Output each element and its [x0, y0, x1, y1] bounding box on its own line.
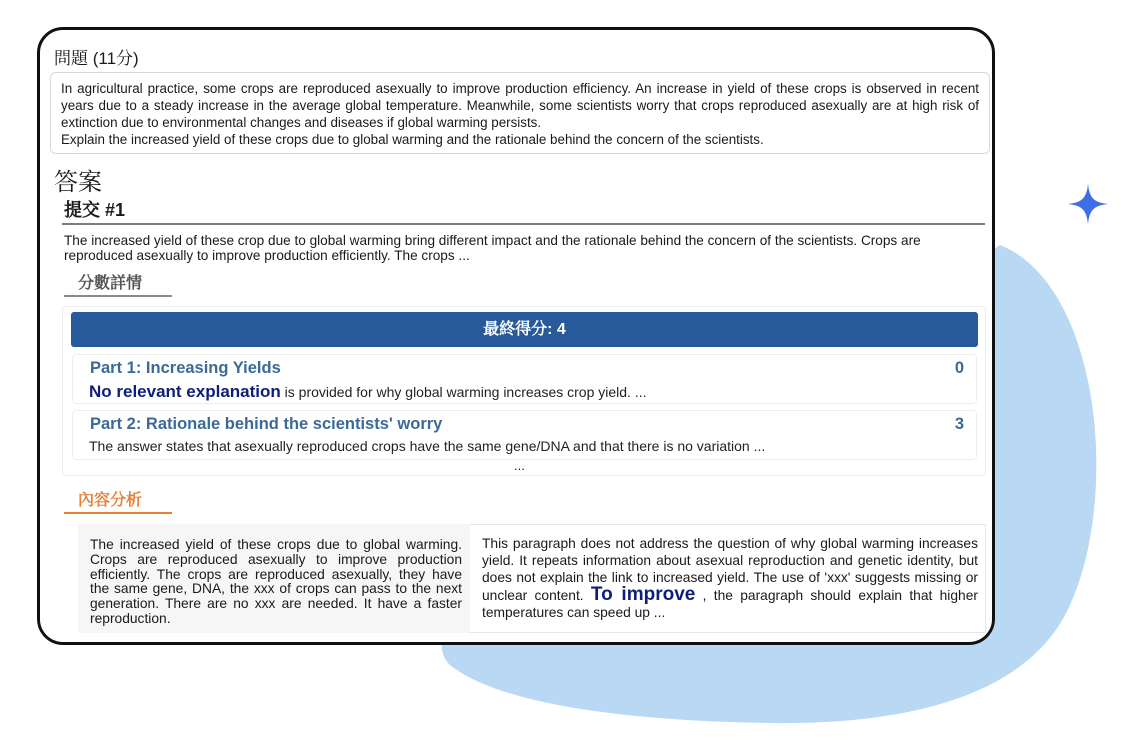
analysis-feedback — [471, 524, 986, 633]
question-title: 問題 (11分) — [54, 49, 139, 68]
part-1-score: 0 — [954, 359, 964, 377]
part-2-heading: Part 2: Rationale behind the scientists' worry — [90, 415, 443, 433]
part-1-highlight: No relevant explanation — [89, 382, 281, 401]
analysis-highlight: To improve — [590, 584, 696, 605]
analysis-feedback-cont: , the paragraph should explain that higher temperatures can speed up ... — [482, 588, 978, 620]
more-indicator: ... — [514, 458, 525, 473]
content-analysis-underline — [64, 512, 172, 514]
score-details-underline — [64, 295, 172, 297]
question-box — [50, 72, 990, 154]
part-1-heading: Part 1: Increasing Yields — [90, 359, 281, 377]
submission-divider — [62, 223, 985, 225]
score-part-2 — [72, 410, 977, 460]
final-score-bar: 最終得分: 4 — [71, 312, 978, 347]
content-analysis-tab[interactable]: 內容分析 — [78, 492, 143, 509]
part-2-score: 3 — [954, 415, 964, 433]
question-instruction: Explain the increased yield of these crops due to global warming and the rationale behind the concern of the scientists. — [61, 132, 764, 147]
part-1-feedback-text: is provided for why global warming increases crop yield. ... — [280, 384, 647, 400]
part-1-feedback — [89, 382, 647, 402]
analysis-excerpt: The increased yield of these crops due to global warming. Crops are reproduced asexually to improve production efficiently. The crops are reproduced asexually, they have the same gene, DNA, the xxx of crops can pass to the next generation. There are no xxx are needed. It have a faster reproduction. — [78, 524, 470, 633]
question-text: In agricultural practice, some crops are reproduced asexually to improve production efficiency. An increase in yield of these crops is observed in recent years due to a steady increase in the average global temperature. Meanwhile, some scientists worry that crops reproduced asexually are at high risk of extinction due to environmental changes and diseases if global warming persists. — [61, 81, 979, 130]
part-2-feedback: The answer states that asexually reproduced crops have the same gene/DNA and that there is no variation ... — [89, 438, 766, 454]
sparkle-icon — [1068, 184, 1108, 224]
analysis-feedback-text: This paragraph does not address the question of why global warming increases yield. It repeats information about asexual reproduction and genetic identity, but does not explain the link to increased yield. The use of 'xxx' suggests missing or unclear content. — [482, 536, 978, 603]
submission-title: 提交 #1 — [64, 200, 126, 220]
score-details-tab[interactable]: 分數詳情 — [78, 275, 143, 292]
main-card — [37, 27, 995, 645]
answer-text: The increased yield of these crop due to global warming bring different impact and the rationale behind the concern of the scientists. Crops are reproduced asexually to improve production efficiently. The crops ... — [64, 233, 921, 263]
answer-title: 答案 — [54, 169, 102, 196]
score-part-1 — [72, 354, 977, 404]
